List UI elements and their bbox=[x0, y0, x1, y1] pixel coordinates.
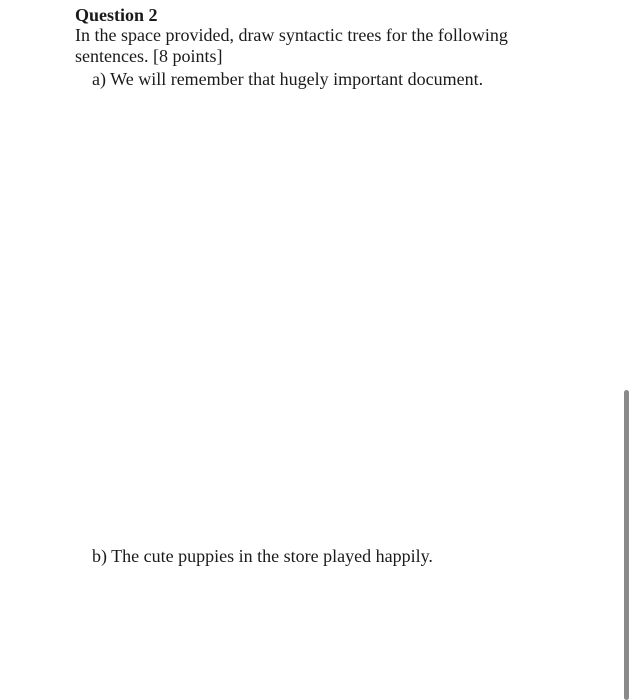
sentence-a: a) We will remember that hugely important document. bbox=[92, 69, 484, 89]
sentence-b: b) The cute puppies in the store played happily. bbox=[92, 546, 433, 566]
vertical-scrollbar[interactable] bbox=[624, 390, 629, 700]
question-title: Question 2 bbox=[75, 5, 158, 25]
question-instructions: In the space provided, draw syntactic trees for the following sentences. [8 points] bbox=[75, 25, 508, 66]
